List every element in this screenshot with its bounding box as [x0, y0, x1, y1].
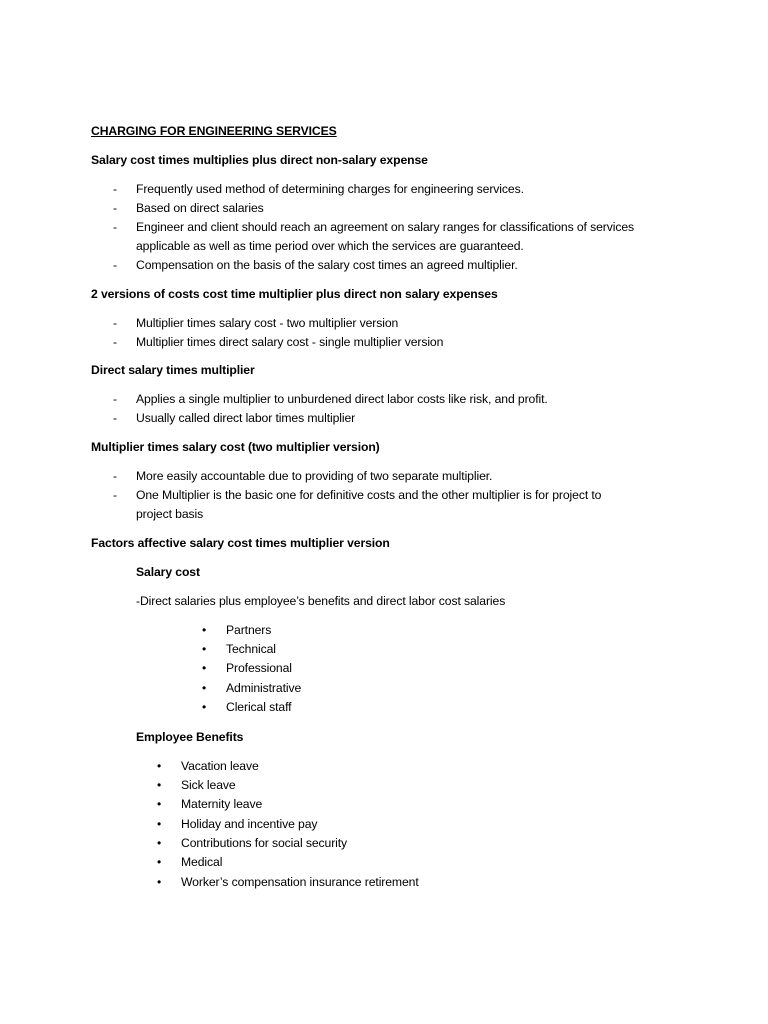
- list-item: Compensation on the basis of the salary cost times an agreed multiplier.: [136, 258, 518, 272]
- subsection-heading: Employee Benefits: [136, 730, 244, 744]
- list-item: Vacation leave: [181, 759, 259, 773]
- list-item: Holiday and incentive pay: [181, 817, 318, 831]
- bullet-marker: •: [157, 855, 162, 869]
- bullet-marker: •: [202, 623, 207, 637]
- dash-marker: -: [113, 258, 117, 272]
- list-item-continuation: project basis: [136, 507, 204, 521]
- list-item: Sick leave: [181, 778, 236, 792]
- section-heading: Direct salary times multiplier: [91, 363, 255, 377]
- subsection-description: -Direct salaries plus employee’s benefits and direct labor cost salaries: [136, 594, 506, 608]
- bullet-marker: •: [202, 681, 207, 695]
- list-item: Technical: [226, 642, 276, 656]
- bullet-marker: •: [157, 778, 162, 792]
- list-item: More easily accountable due to providing of two separate multiplier.: [136, 469, 493, 483]
- list-item: Partners: [226, 623, 272, 637]
- list-item: Worker’s compensation insurance retirement: [181, 875, 419, 889]
- section-heading: 2 versions of costs cost time multiplier plus direct non salary expenses: [91, 287, 498, 301]
- dash-marker: -: [113, 316, 117, 330]
- list-item: Multiplier times direct salary cost - single multiplier version: [136, 335, 444, 349]
- list-item: Maternity leave: [181, 797, 263, 811]
- bullet-marker: •: [202, 661, 207, 675]
- list-item: Frequently used method of determining charges for engineering services.: [136, 182, 524, 196]
- section-heading: Multiplier times salary cost (two multiplier version): [91, 440, 380, 454]
- dash-marker: -: [113, 201, 117, 215]
- bullet-marker: •: [202, 642, 207, 656]
- list-item: Engineer and client should reach an agreement on salary ranges for classifications of services: [136, 220, 635, 234]
- list-item: Multiplier times salary cost - two multiplier version: [136, 316, 399, 330]
- list-item: Contributions for social security: [181, 836, 348, 850]
- bullet-marker: •: [157, 759, 162, 773]
- bullet-marker: •: [202, 700, 207, 714]
- dash-marker: -: [113, 488, 117, 502]
- dash-marker: -: [113, 182, 117, 196]
- bullet-marker: •: [157, 836, 162, 850]
- list-item: Medical: [181, 855, 223, 869]
- section-heading: Salary cost times multiplies plus direct non-salary expense: [91, 153, 428, 167]
- dash-marker: -: [113, 469, 117, 483]
- list-item: Professional: [226, 661, 292, 675]
- bullet-marker: •: [157, 875, 162, 889]
- list-item: Based on direct salaries: [136, 201, 264, 215]
- bullet-marker: •: [157, 817, 162, 831]
- list-item: Usually called direct labor times multiplier: [136, 411, 356, 425]
- dash-marker: -: [113, 392, 117, 406]
- subsection-heading: Salary cost: [136, 565, 200, 579]
- section-heading: Factors affective salary cost times multiplier version: [91, 536, 390, 550]
- dash-marker: -: [113, 220, 117, 234]
- bullet-marker: •: [157, 797, 162, 811]
- list-item: One Multiplier is the basic one for definitive costs and the other multiplier is for project to: [136, 488, 602, 502]
- list-item: Clerical staff: [226, 700, 292, 714]
- list-item: Administrative: [226, 681, 302, 695]
- dash-marker: -: [113, 411, 117, 425]
- dash-marker: -: [113, 335, 117, 349]
- list-item-continuation: applicable as well as time period over which the services are guaranteed.: [136, 239, 524, 253]
- document-title: CHARGING FOR ENGINEERING SERVICES: [91, 124, 337, 138]
- list-item: Applies a single multiplier to unburdened direct labor costs like risk, and profit.: [136, 392, 548, 406]
